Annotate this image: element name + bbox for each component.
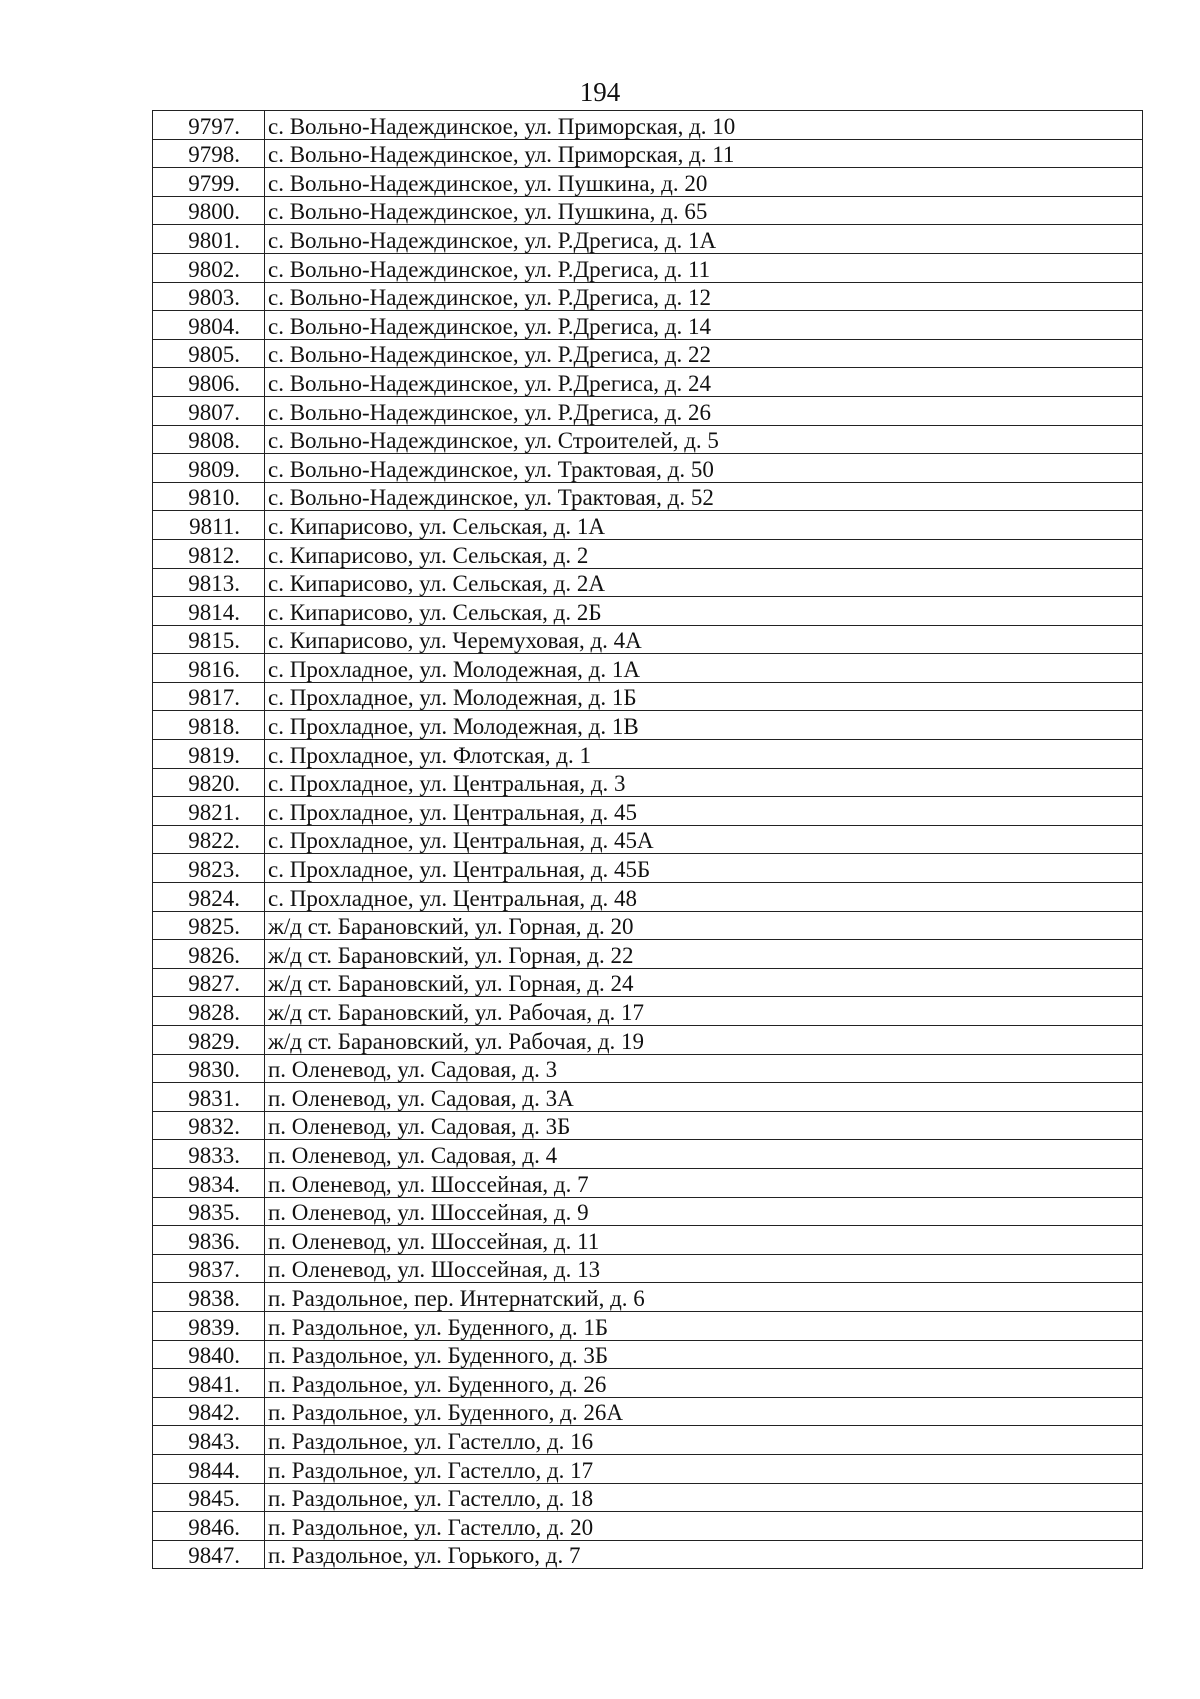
address-table (152, 110, 1143, 1569)
table-row (153, 740, 1143, 769)
row-address: ж/д ст. Барановский, ул. Рабочая, д. 17 (265, 997, 1143, 1026)
table-row (153, 711, 1143, 740)
table-row (153, 1226, 1143, 1255)
row-address: с. Кипарисово, ул. Сельская, д. 2Б (265, 597, 1143, 626)
table-row (153, 1397, 1143, 1426)
row-address: п. Оленевод, ул. Шоссейная, д. 13 (265, 1254, 1143, 1283)
table-row (153, 1254, 1143, 1283)
table-row (153, 568, 1143, 597)
table-row (153, 1054, 1143, 1083)
row-address: с. Прохладное, ул. Молодежная, д. 1В (265, 711, 1143, 740)
row-number: 9804. (153, 311, 265, 340)
row-number: 9808. (153, 425, 265, 454)
row-number: 9814. (153, 597, 265, 626)
table-row (153, 654, 1143, 683)
table-row (153, 1483, 1143, 1512)
row-number: 9845. (153, 1483, 265, 1512)
row-number: 9813. (153, 568, 265, 597)
row-number: 9799. (153, 168, 265, 197)
row-address: п. Раздольное, ул. Горького, д. 7 (265, 1540, 1143, 1569)
row-address: с. Вольно-Надеждинское, ул. Пушкина, д. 65 (265, 196, 1143, 225)
table-row (153, 1540, 1143, 1569)
table-row (153, 253, 1143, 282)
row-address: п. Оленевод, ул. Шоссейная, д. 7 (265, 1168, 1143, 1197)
row-address: с. Прохладное, ул. Центральная, д. 45Б (265, 854, 1143, 883)
row-number: 9838. (153, 1283, 265, 1312)
table-row (153, 339, 1143, 368)
row-number: 9806. (153, 368, 265, 397)
table-row (153, 1168, 1143, 1197)
row-address: п. Раздольное, ул. Гастелло, д. 20 (265, 1512, 1143, 1541)
table-row (153, 854, 1143, 883)
table-row (153, 1111, 1143, 1140)
row-address: с. Прохладное, ул. Центральная, д. 45 (265, 797, 1143, 826)
row-number: 9810. (153, 482, 265, 511)
row-number: 9829. (153, 1026, 265, 1055)
table-row (153, 1311, 1143, 1340)
row-address: с. Вольно-Надеждинское, ул. Р.Дрегиса, д. 26 (265, 396, 1143, 425)
table-row (153, 597, 1143, 626)
table-row (153, 311, 1143, 340)
row-number: 9809. (153, 454, 265, 483)
table-row (153, 282, 1143, 311)
row-number: 9843. (153, 1426, 265, 1455)
table-row (153, 911, 1143, 940)
row-address: с. Вольно-Надеждинское, ул. Трактовая, д. 52 (265, 482, 1143, 511)
row-number: 9828. (153, 997, 265, 1026)
row-address: п. Оленевод, ул. Шоссейная, д. 9 (265, 1197, 1143, 1226)
row-address: ж/д ст. Барановский, ул. Рабочая, д. 19 (265, 1026, 1143, 1055)
table-row (153, 797, 1143, 826)
row-number: 9846. (153, 1512, 265, 1541)
row-number: 9821. (153, 797, 265, 826)
row-address: п. Раздольное, ул. Гастелло, д. 18 (265, 1483, 1143, 1512)
row-number: 9797. (153, 111, 265, 140)
row-address: с. Прохладное, ул. Молодежная, д. 1Б (265, 682, 1143, 711)
table-row (153, 454, 1143, 483)
address-table-body (153, 111, 1143, 1569)
table-row (153, 968, 1143, 997)
table-row (153, 168, 1143, 197)
row-address: с. Кипарисово, ул. Сельская, д. 1А (265, 511, 1143, 540)
row-address: п. Оленевод, ул. Садовая, д. 3 (265, 1054, 1143, 1083)
row-address: с. Прохладное, ул. Центральная, д. 3 (265, 768, 1143, 797)
row-number: 9837. (153, 1254, 265, 1283)
table-row (153, 139, 1143, 168)
row-number: 9800. (153, 196, 265, 225)
row-number: 9823. (153, 854, 265, 883)
table-row (153, 1197, 1143, 1226)
row-number: 9839. (153, 1311, 265, 1340)
row-address: с. Вольно-Надеждинское, ул. Р.Дрегиса, д. 14 (265, 311, 1143, 340)
row-number: 9841. (153, 1369, 265, 1398)
table-row (153, 997, 1143, 1026)
row-number: 9842. (153, 1397, 265, 1426)
row-number: 9812. (153, 539, 265, 568)
row-number: 9826. (153, 940, 265, 969)
row-address: ж/д ст. Барановский, ул. Горная, д. 20 (265, 911, 1143, 940)
table-row (153, 111, 1143, 140)
row-number: 9844. (153, 1454, 265, 1483)
row-number: 9824. (153, 883, 265, 912)
table-row (153, 511, 1143, 540)
row-address: с. Вольно-Надеждинское, ул. Пушкина, д. 20 (265, 168, 1143, 197)
row-address: п. Раздольное, ул. Буденного, д. 26 (265, 1369, 1143, 1398)
row-number: 9825. (153, 911, 265, 940)
row-address: с. Вольно-Надеждинское, ул. Приморская, д. 10 (265, 111, 1143, 140)
row-address: с. Прохладное, ул. Молодежная, д. 1А (265, 654, 1143, 683)
table-row (153, 1283, 1143, 1312)
table-row (153, 940, 1143, 969)
table-row (153, 225, 1143, 254)
row-number: 9835. (153, 1197, 265, 1226)
row-address: п. Оленевод, ул. Садовая, д. 3Б (265, 1111, 1143, 1140)
row-number: 9830. (153, 1054, 265, 1083)
table-row (153, 1454, 1143, 1483)
row-address: с. Прохладное, ул. Центральная, д. 45А (265, 825, 1143, 854)
table-row (153, 625, 1143, 654)
row-address: с. Вольно-Надеждинское, ул. Р.Дрегиса, д. 22 (265, 339, 1143, 368)
table-row (153, 368, 1143, 397)
table-row (153, 1083, 1143, 1112)
row-address: с. Вольно-Надеждинское, ул. Р.Дрегиса, д. 24 (265, 368, 1143, 397)
row-number: 9820. (153, 768, 265, 797)
row-address: п. Раздольное, ул. Гастелло, д. 16 (265, 1426, 1143, 1455)
row-number: 9847. (153, 1540, 265, 1569)
table-row (153, 1512, 1143, 1541)
row-number: 9818. (153, 711, 265, 740)
table-row (153, 396, 1143, 425)
row-number: 9815. (153, 625, 265, 654)
row-number: 9816. (153, 654, 265, 683)
row-address: п. Оленевод, ул. Садовая, д. 3А (265, 1083, 1143, 1112)
row-address: п. Оленевод, ул. Садовая, д. 4 (265, 1140, 1143, 1169)
row-address: п. Раздольное, пер. Интернатский, д. 6 (265, 1283, 1143, 1312)
row-number: 9833. (153, 1140, 265, 1169)
table-row (153, 539, 1143, 568)
row-address: с. Вольно-Надеждинское, ул. Р.Дрегиса, д. 1А (265, 225, 1143, 254)
row-number: 9805. (153, 339, 265, 368)
row-number: 9822. (153, 825, 265, 854)
row-address: с. Прохладное, ул. Центральная, д. 48 (265, 883, 1143, 912)
table-row (153, 883, 1143, 912)
row-address: с. Прохладное, ул. Флотская, д. 1 (265, 740, 1143, 769)
table-row (153, 825, 1143, 854)
row-address: с. Вольно-Надеждинское, ул. Приморская, д. 11 (265, 139, 1143, 168)
row-address: ж/д ст. Барановский, ул. Горная, д. 24 (265, 968, 1143, 997)
row-number: 9803. (153, 282, 265, 311)
row-address: с. Кипарисово, ул. Черемуховая, д. 4А (265, 625, 1143, 654)
row-number: 9811. (153, 511, 265, 540)
row-address: п. Раздольное, ул. Буденного, д. 26А (265, 1397, 1143, 1426)
table-row (153, 1140, 1143, 1169)
row-number: 9836. (153, 1226, 265, 1255)
row-address: п. Раздольное, ул. Буденного, д. 1Б (265, 1311, 1143, 1340)
row-number: 9840. (153, 1340, 265, 1369)
row-address: с. Кипарисово, ул. Сельская, д. 2А (265, 568, 1143, 597)
row-number: 9801. (153, 225, 265, 254)
row-number: 9798. (153, 139, 265, 168)
row-address: с. Вольно-Надеждинское, ул. Р.Дрегиса, д. 11 (265, 253, 1143, 282)
table-row (153, 682, 1143, 711)
row-address: с. Вольно-Надеждинское, ул. Строителей, д. 5 (265, 425, 1143, 454)
table-row (153, 1340, 1143, 1369)
table-row (153, 425, 1143, 454)
row-number: 9827. (153, 968, 265, 997)
row-address: с. Кипарисово, ул. Сельская, д. 2 (265, 539, 1143, 568)
row-number: 9817. (153, 682, 265, 711)
table-row (153, 768, 1143, 797)
row-number: 9831. (153, 1083, 265, 1112)
row-address: ж/д ст. Барановский, ул. Горная, д. 22 (265, 940, 1143, 969)
row-number: 9802. (153, 253, 265, 282)
row-number: 9834. (153, 1168, 265, 1197)
page-number: 194 (579, 77, 621, 107)
table-row (153, 1369, 1143, 1398)
row-address: п. Оленевод, ул. Шоссейная, д. 11 (265, 1226, 1143, 1255)
table-row (153, 482, 1143, 511)
row-number: 9832. (153, 1111, 265, 1140)
row-address: с. Вольно-Надеждинское, ул. Р.Дрегиса, д. 12 (265, 282, 1143, 311)
row-address: п. Раздольное, ул. Гастелло, д. 17 (265, 1454, 1143, 1483)
table-row (153, 1026, 1143, 1055)
row-address: с. Вольно-Надеждинское, ул. Трактовая, д. 50 (265, 454, 1143, 483)
row-address: п. Раздольное, ул. Буденного, д. 3Б (265, 1340, 1143, 1369)
table-row (153, 1426, 1143, 1455)
table-row (153, 196, 1143, 225)
row-number: 9819. (153, 740, 265, 769)
row-number: 9807. (153, 396, 265, 425)
